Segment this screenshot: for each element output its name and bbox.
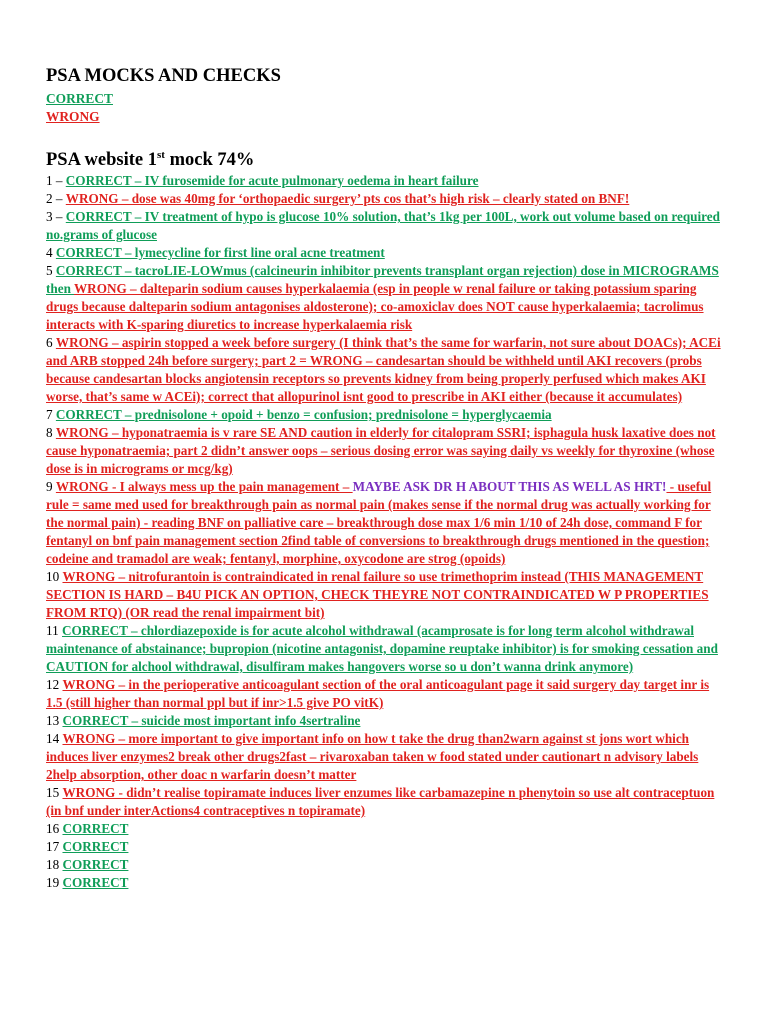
answer-number: 19 <box>46 875 63 890</box>
answer-correct-text: CORRECT <box>62 875 129 890</box>
answer-correct-text: CORRECT – prednisolone + opoid + benzo = confusion; prednisolone = hyperglycaemia <box>55 407 552 422</box>
answer-number: 10 <box>46 569 63 584</box>
answer-number: 7 <box>46 407 56 422</box>
answer-wrong-text: WRONG – hyponatraemia is v rare SE AND caution in elderly for citalopram SSRI; isphagula husk laxative does not cause hyponatraemia; part 2 didn’t answer oops – serious dosing error was saying daily vs weekly for thyroxine (whose dose is in micrograms or mcg/kg) <box>46 425 716 476</box>
answer-number: 13 <box>46 713 63 728</box>
answer-item <box>46 244 728 262</box>
answer-number: 18 <box>46 857 63 872</box>
answer-item <box>46 676 728 712</box>
answer-number: 17 <box>46 839 63 854</box>
answer-number: 16 <box>46 821 63 836</box>
answer-wrong-text: WRONG - didn’t realise topiramate induces liver enzumes like carbamazepine n phenytoin so use alt contraceptuon (in bnf under interActions4 contraceptives n topiramate) <box>46 785 715 818</box>
mock-heading-text: PSA website 1 <box>46 150 157 170</box>
answer-number: 15 <box>46 785 63 800</box>
answer-correct-text: CORRECT <box>62 839 129 854</box>
answer-number: 12 <box>46 677 63 692</box>
answer-item <box>46 478 728 568</box>
answer-correct-text: CORRECT <box>62 821 129 836</box>
answer-wrong-text: WRONG – more important to give important info on how t take the drug than2warn against st jons wort which induces liver enzymes2 break other drugs2fast – rivaroxaban taken w food stated under cautionart n advisory labels 2help absorption, other doac n warfarin doesn’t matter <box>46 731 699 782</box>
mock-heading-score: mock 74% <box>164 150 255 170</box>
answer-item <box>46 622 728 676</box>
answer-item <box>46 838 728 856</box>
answer-note-text: MAYBE ASK DR H ABOUT THIS AS WELL AS HRT! <box>352 479 667 494</box>
answer-item <box>46 406 728 424</box>
answer-item <box>46 730 728 784</box>
answer-correct-text: CORRECT <box>62 857 129 872</box>
answer-wrong-text: WRONG – nitrofurantoin is contraindicated in renal failure so use trimethoprim instead (THIS MANAGEMENT SECTION IS HARD – B4U PICK AN OPTION, CHECK THEYRE NOT CONTRAINDICATED W P PROPERTIES FROM RTQ) (OR read the renal impairment bit) <box>46 569 709 620</box>
answer-wrong-text: WRONG - I always mess up the pain management – <box>55 479 353 494</box>
answer-wrong-text: WRONG – dalteparin sodium causes hyperkalaemia (esp in people w renal failure or taking potassium sparing drugs because dalteparin sodium antagonises aldosterone); co-amoxiclav does NOT cause hyperkalaemia; tacrolimus interacts with K-sparing diuretics to increase hyperkalaemia risk <box>46 281 704 332</box>
legend-wrong: WRONG <box>46 109 100 124</box>
answer-number: 14 <box>46 731 63 746</box>
answer-number: 3 – <box>46 209 66 224</box>
mock-heading-superscript: st <box>157 148 165 161</box>
answer-item <box>46 784 728 820</box>
answer-number: 9 <box>46 479 56 494</box>
answer-item <box>46 262 728 334</box>
answer-wrong-text: WRONG – aspirin stopped a week before surgery (I think that’s the same for warfarin, not sure about DOACs); ACEi and ARB stopped 24h before surgery; part 2 = WRONG – candesartan should be withheld until AKI recovers (probs because candesartan blocks angiotensin receptors so prevents kidney from being properly perfused which makes AKI worse, that’s same w ACEi); correct that allopurinol isnt good to prescribe in AKI either (because it accumulates) <box>46 335 721 404</box>
answer-number: 1 – <box>46 173 66 188</box>
answer-item <box>46 334 728 406</box>
answer-number: 6 <box>46 335 56 350</box>
answer-item <box>46 712 728 730</box>
answer-list <box>46 172 728 892</box>
answer-correct-text: CORRECT – tacroLIE-LOWmus (calcineurin inhibitor prevents transplant organ rejection) dose in MICROGRAMS then <box>46 263 719 296</box>
answer-number: 8 <box>46 425 56 440</box>
answer-correct-text: CORRECT – IV furosemide for acute pulmonary oedema in heart failure <box>65 173 479 188</box>
answer-number: 4 <box>46 245 56 260</box>
answer-number: 5 <box>46 263 56 278</box>
answer-item <box>46 820 728 838</box>
answer-correct-text: CORRECT – suicide most important info 4sertraline <box>62 713 361 728</box>
answer-item <box>46 874 728 892</box>
answer-item <box>46 856 728 874</box>
legend-correct: CORRECT <box>46 91 113 106</box>
answer-wrong-text: - useful rule = same med used for breakthrough pain as normal pain (makes sense if the normal drug was actually working for the normal pain) - reading BNF on palliative care – breakthrough dose max 1/6 min 1/10 of 24h dose, command F for fentanyl on bnf pain management section 2find table of conversions to breakthrough drugs mentioned in the question; codeine and tramadol are weak; fentanyl, morphine, oxycodone are strog (opoids) <box>46 479 712 566</box>
answer-item <box>46 208 728 244</box>
answer-number: 11 <box>46 623 62 638</box>
document-title: PSA MOCKS AND CHECKS <box>46 66 281 86</box>
answer-item <box>46 190 728 208</box>
answer-item <box>46 172 728 190</box>
answer-correct-text: CORRECT – lymecycline for first line oral acne treatment <box>55 245 385 260</box>
mock-heading <box>46 148 728 172</box>
answer-correct-text: CORRECT – IV treatment of hypo is glucose 10% solution, that’s 1kg per 100L, work out volume based on required no.grams of glucose <box>46 209 720 242</box>
answer-wrong-text: WRONG – dose was 40mg for ‘orthopaedic surgery’ pts cos that’s high risk – clearly stated on BNF! <box>65 191 630 206</box>
answer-item <box>46 568 728 622</box>
answer-number: 2 – <box>46 191 66 206</box>
answer-item <box>46 424 728 478</box>
answer-correct-text: CORRECT – chlordiazepoxide is for acute alcohol withdrawal (acamprosate is for long term alcohol withdrawal maintenance of abstainance; bupropion (nicotine antagonist, dopamine reuptake inhibitor) is for smoking cessation and CAUTION for alchool withdrawal, disulfiram makes hangovers worse so u don’t wanna drink anymore) <box>46 623 718 674</box>
answer-wrong-text: WRONG – in the perioperative anticoagulant section of the oral anticoagulant page it said surgery day target inr is 1.5 (still higher than normal ppl but if inr>1.5 give PO vitK) <box>46 677 710 710</box>
